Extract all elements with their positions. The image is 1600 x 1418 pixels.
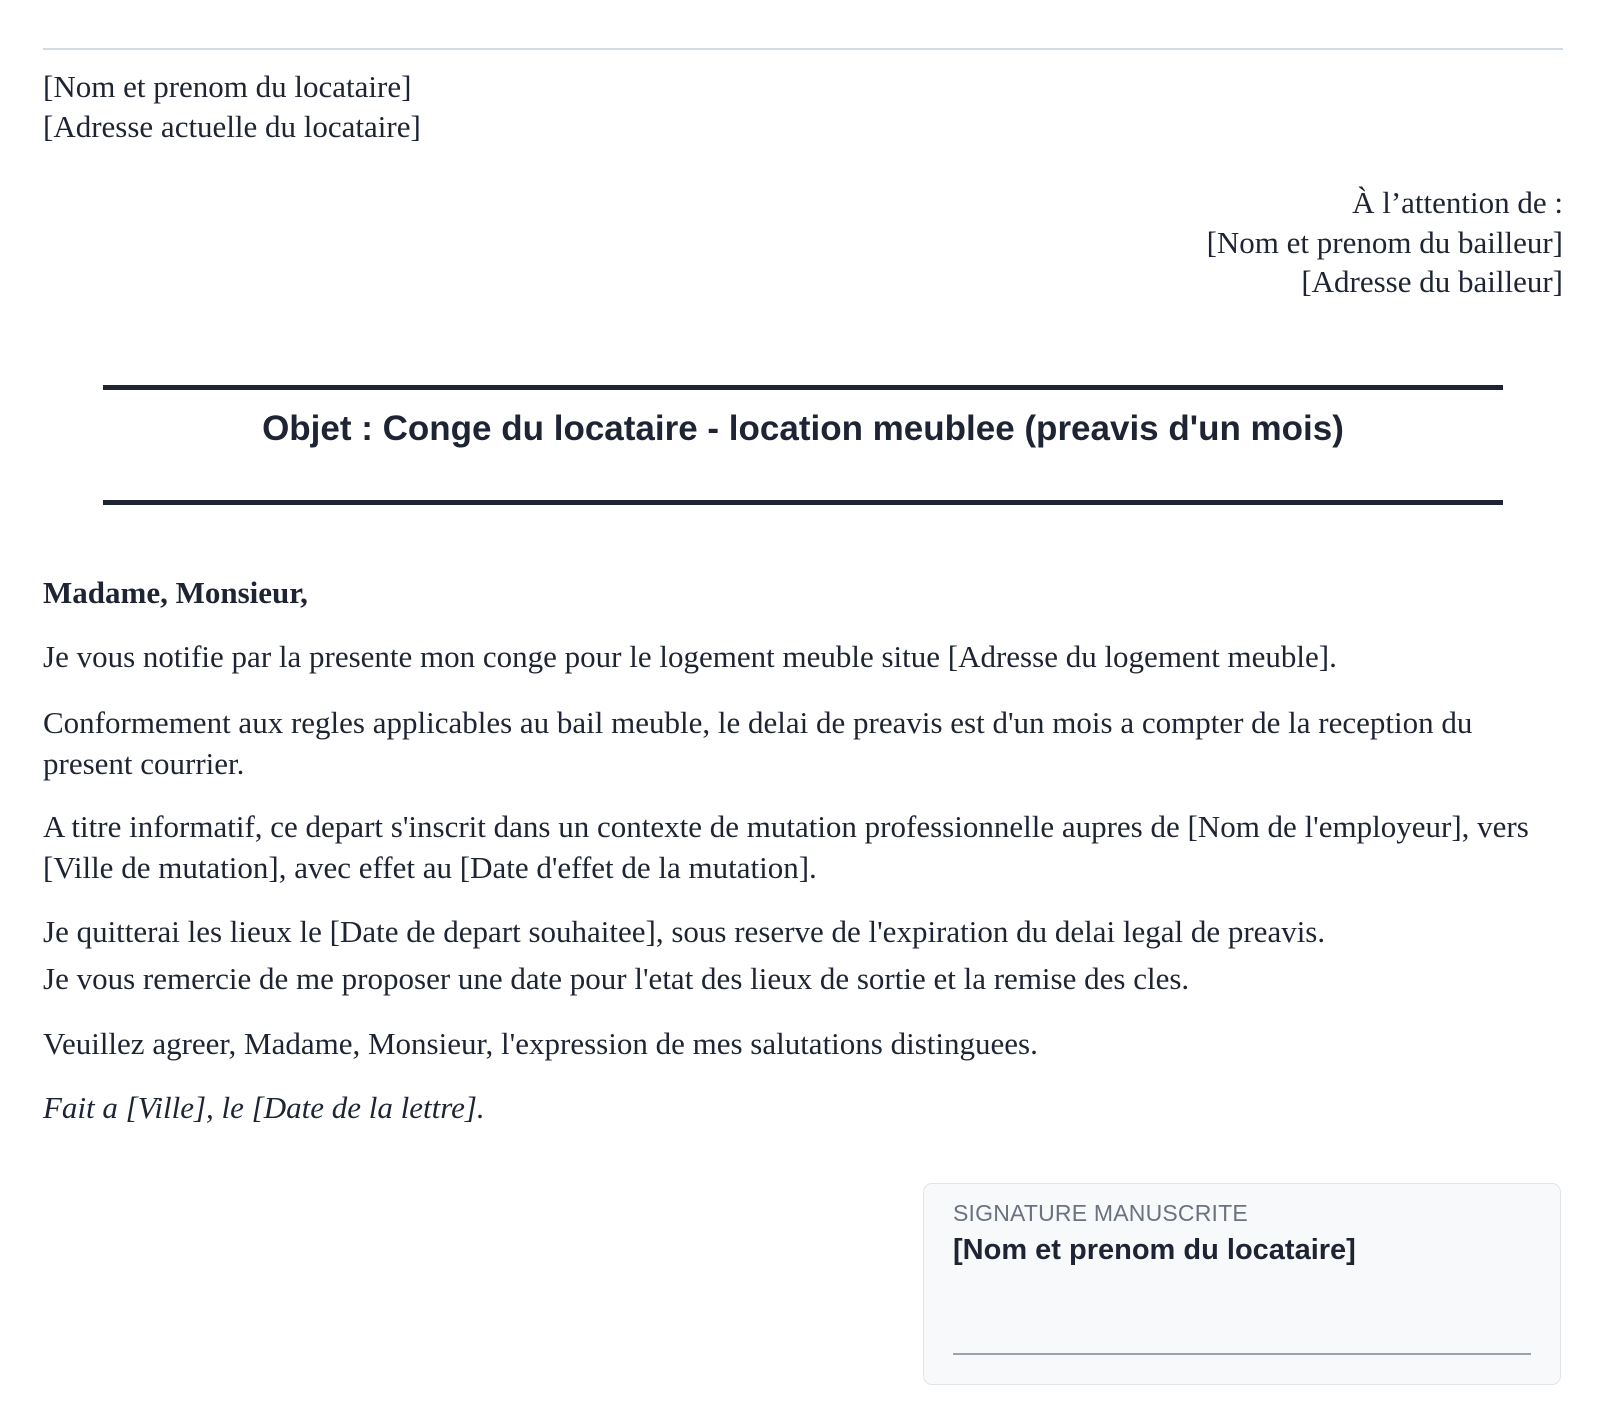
recipient-address: [Adresse du bailleur]	[1301, 264, 1563, 299]
paragraph-notice: Je vous notifie par la presente mon conge pour le logement meuble situe [Adresse du logement meuble].	[43, 639, 1337, 674]
subject-line: Objet : Conge du locataire - location meublee (preavis d'un mois)	[262, 409, 1344, 448]
salutation: Madame, Monsieur,	[43, 575, 308, 610]
signature-line	[953, 1353, 1531, 1355]
signature-box	[923, 1183, 1561, 1385]
place-and-date: Fait a [Ville], le [Date de la lettre].	[43, 1090, 485, 1125]
sender-address: [Adresse actuelle du locataire]	[43, 108, 421, 144]
top-divider	[43, 48, 1563, 50]
recipient-block	[1207, 183, 1563, 302]
paragraph-notice-period: Conformement aux regles applicables au bail meuble, le delai de preavis est d'un mois a compter de la reception du present courrier.	[43, 705, 1473, 781]
letter-page	[43, 0, 1563, 1418]
signature-name: [Nom et prenom du locataire]	[953, 1234, 1356, 1266]
closing-formula: Veuillez agreer, Madame, Monsieur, l'expression de mes salutations distinguees.	[43, 1026, 1038, 1061]
subject-block	[103, 385, 1503, 505]
paragraph-departure-date: Je quitterai les lieux le [Date de depart souhaitee], sous reserve de l'expiration du delai legal de preavis.	[43, 914, 1326, 949]
sender-name: [Nom et prenom du locataire]	[43, 69, 412, 104]
paragraph-mutation: A titre informatif, ce depart s'inscrit dans un contexte de mutation professionnelle aupres de [Nom de l'employeur], vers [Ville de mutation], avec effet au [Date d'effet de la mutation].	[43, 809, 1529, 885]
paragraph-inventory-request: Je vous remercie de me proposer une date pour l'etat des lieux de sortie et la remise des cles.	[43, 961, 1190, 996]
recipient-attention: À l’attention de :	[1352, 185, 1563, 220]
signature-label: SIGNATURE MANUSCRITE	[953, 1200, 1248, 1226]
recipient-name: [Nom et prenom du bailleur]	[1206, 224, 1563, 260]
sender-block	[43, 67, 421, 146]
